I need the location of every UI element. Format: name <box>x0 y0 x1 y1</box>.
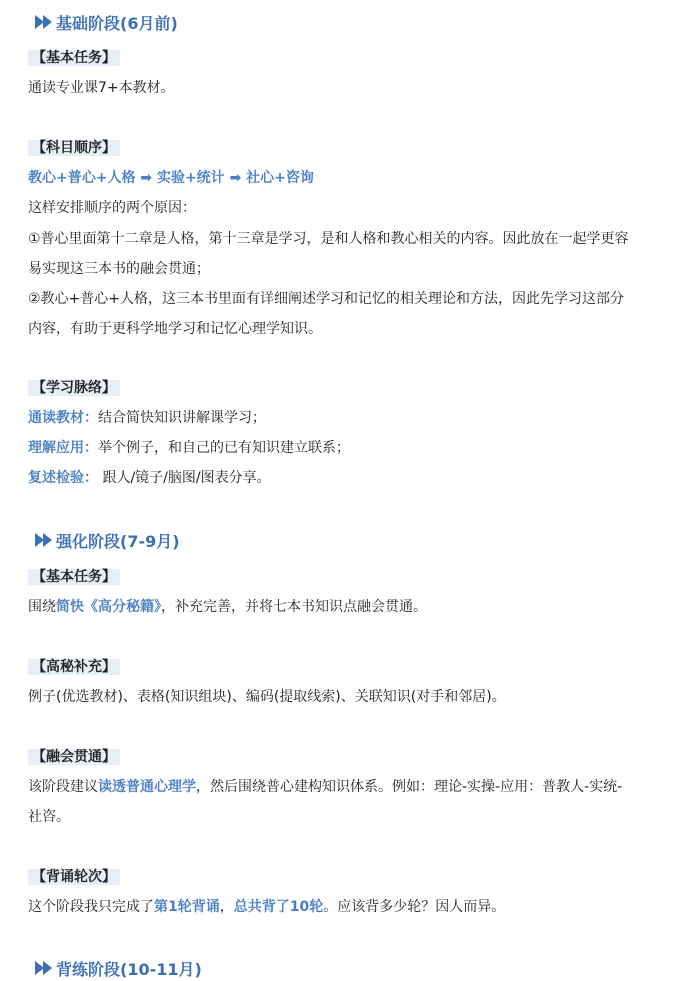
section-tag: 【背诵轮次】 <box>28 869 120 885</box>
paragraph <box>28 777 622 797</box>
list-item <box>28 468 271 488</box>
flow-step: 实验+统计 <box>156 170 225 186</box>
highlight-text: 第1轮背诵 <box>154 899 220 915</box>
stage-title: 强化阶段(7-9月) <box>56 532 180 551</box>
section-tag: 【融会贯通】 <box>28 749 120 765</box>
text-run: ， <box>219 899 234 915</box>
paragraph: 这样安排顺序的两个原因： <box>28 200 196 216</box>
right-arrow-icon: ➡ <box>140 170 153 186</box>
right-arrow-icon: ➡ <box>229 170 242 186</box>
step-text: 跟人/镜子/脑图/图表分享。 <box>98 470 271 486</box>
paragraph: 社咨。 <box>28 809 70 825</box>
double-right-arrow-icon <box>34 960 54 981</box>
paragraph: 内容，有助于更科学地学习和记忆心理学知识。 <box>28 321 322 337</box>
highlight-text: 读透普通心理学 <box>98 779 196 795</box>
paragraph: 例子(优选教材)、表格(知识组块)、编码(提取线索)、关联知识(对手和邻居)。 <box>28 689 506 705</box>
stage-heading-1 <box>34 14 178 35</box>
double-right-arrow-icon <box>34 532 54 553</box>
step-label: 理解应用： <box>28 440 98 456</box>
double-right-arrow-icon <box>34 14 54 35</box>
step-label: 通读教材： <box>28 410 98 426</box>
step-text: 举个例子，和自己的已有知识建立联系； <box>98 440 350 456</box>
text-run: 围绕 <box>28 599 56 615</box>
list-item <box>28 438 350 458</box>
highlight-text: 总共背了10轮 <box>233 899 324 915</box>
step-label: 复述检验： <box>28 470 98 486</box>
stage-heading-3 <box>34 960 202 981</box>
paragraph <box>28 597 427 617</box>
paragraph <box>28 897 505 917</box>
paragraph: 易实现这三本书的融会贯通； <box>28 261 210 277</box>
section-tag: 【基本任务】 <box>28 50 120 66</box>
text-run: ，补充完善，并将七本书知识点融会贯通。 <box>161 599 427 615</box>
flow-step: 教心+普心+人格 <box>28 170 136 186</box>
section-tag: 【高秘补充】 <box>28 659 120 675</box>
flow-step: 社心+咨询 <box>246 170 314 186</box>
highlight-text: 简快《高分秘籍》 <box>56 599 161 615</box>
stage-title: 基础阶段(6月前) <box>56 14 178 33</box>
stage-heading-2 <box>34 532 180 553</box>
paragraph: ①普心里面第十二章是人格，第十三章是学习，是和人格和教心相关的内容。因此放在一起学更容 <box>28 231 629 247</box>
section-tag: 【学习脉络】 <box>28 380 120 396</box>
text-run: ，然后围绕普心建构知识体系。例如：理论-实操-应用：普教人-实统- <box>196 779 623 795</box>
subject-order-flow <box>28 168 314 188</box>
section-tag: 【科目顺序】 <box>28 140 120 156</box>
text-run: 该阶段建议 <box>28 779 98 795</box>
text-run: 。应该背多少轮？因人而异。 <box>323 899 506 915</box>
paragraph: ②教心+普心+人格，这三本书里面有详细阐述学习和记忆的相关理论和方法，因此先学习这部分 <box>28 291 625 307</box>
paragraph: 通读专业课7+本教材。 <box>28 80 175 96</box>
section-tag: 【基本任务】 <box>28 569 120 585</box>
step-text: 结合简快知识讲解课学习； <box>98 410 266 426</box>
text-run: 这个阶段我只完成了 <box>28 899 154 915</box>
stage-title: 背练阶段(10-11月) <box>56 960 202 979</box>
list-item <box>28 408 266 428</box>
